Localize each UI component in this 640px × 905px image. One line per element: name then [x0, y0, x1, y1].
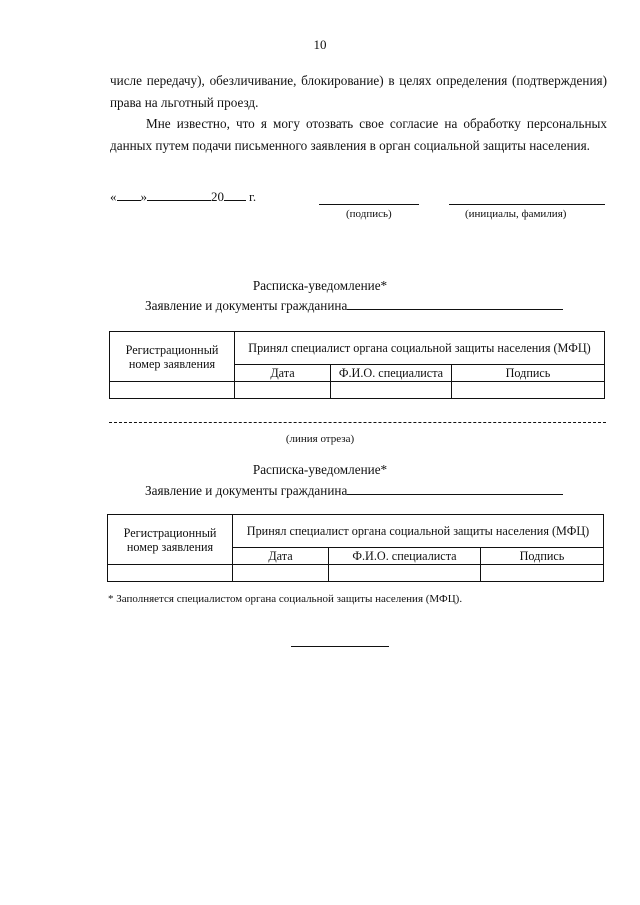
- signature-column-header: Подпись: [481, 548, 604, 565]
- specialist-name-cell: [331, 382, 452, 399]
- date-cell: [235, 382, 331, 399]
- signature-cell: [452, 382, 605, 399]
- specialist-name-column-header: Ф.И.О. специалиста: [331, 365, 452, 382]
- year-blank: [224, 188, 246, 201]
- cut-line-caption: (линия отреза): [285, 433, 355, 445]
- day-blank: [117, 188, 141, 201]
- signature-column-header: Подпись: [452, 365, 605, 382]
- reg-number-cell: [108, 565, 233, 582]
- receipt-table: [107, 514, 604, 582]
- name-caption: (инициалы, фамилия): [465, 208, 567, 220]
- consent-paragraph-continuation: числе передачу), обезличивание, блокирование) в целях определения (подтверждения) права на льготный проезд.: [110, 73, 607, 110]
- end-of-page-line: [291, 646, 389, 647]
- receipt-title: Расписка-уведомление*: [252, 462, 388, 477]
- receipt-table: [109, 331, 605, 399]
- quote-open: «: [110, 189, 117, 204]
- date-cell: [233, 565, 329, 582]
- cut-line: [109, 422, 606, 423]
- doc-line-label: Заявление и документы гражданина: [145, 483, 348, 498]
- footnote: * Заполняется специалистом органа социальной защиты населения (МФЦ).: [108, 593, 463, 605]
- quote-close: »: [140, 189, 147, 204]
- reg-number-header: Регистрационный номер заявления: [110, 332, 235, 382]
- doc-line-label: Заявление и документы гражданина: [145, 298, 348, 313]
- year-prefix: 20: [211, 189, 224, 204]
- signature-line: [319, 204, 419, 205]
- reg-number-header: Регистрационный номер заявления: [108, 515, 233, 565]
- receipt-doc-line: [145, 482, 563, 499]
- citizen-name-blank: [347, 297, 563, 310]
- reg-number-cell: [110, 382, 235, 399]
- accepted-by-header: Принял специалист органа социальной защиты населения (МФЦ): [235, 332, 605, 365]
- consent-revocation-paragraph: Мне известно, что я могу отозвать свое согласие на обработку персональных данных путем подачи письменного заявления в орган социальной защиты населения.: [110, 116, 607, 153]
- signature-cell: [481, 565, 604, 582]
- citizen-name-blank: [347, 482, 563, 495]
- specialist-name-column-header: Ф.И.О. специалиста: [329, 548, 481, 565]
- receipt-title: Расписка-уведомление*: [252, 278, 388, 293]
- name-line: [449, 204, 605, 205]
- date-field: [110, 188, 256, 205]
- signature-caption: (подпись): [346, 208, 392, 220]
- specialist-name-cell: [329, 565, 481, 582]
- month-blank: [147, 188, 211, 201]
- year-suffix: г.: [249, 189, 257, 204]
- receipt-doc-line: [145, 297, 563, 314]
- page-number: 10: [313, 37, 327, 52]
- date-column-header: Дата: [233, 548, 329, 565]
- date-signature-row: [110, 188, 607, 228]
- date-column-header: Дата: [235, 365, 331, 382]
- accepted-by-header: Принял специалист органа социальной защиты населения (МФЦ): [233, 515, 604, 548]
